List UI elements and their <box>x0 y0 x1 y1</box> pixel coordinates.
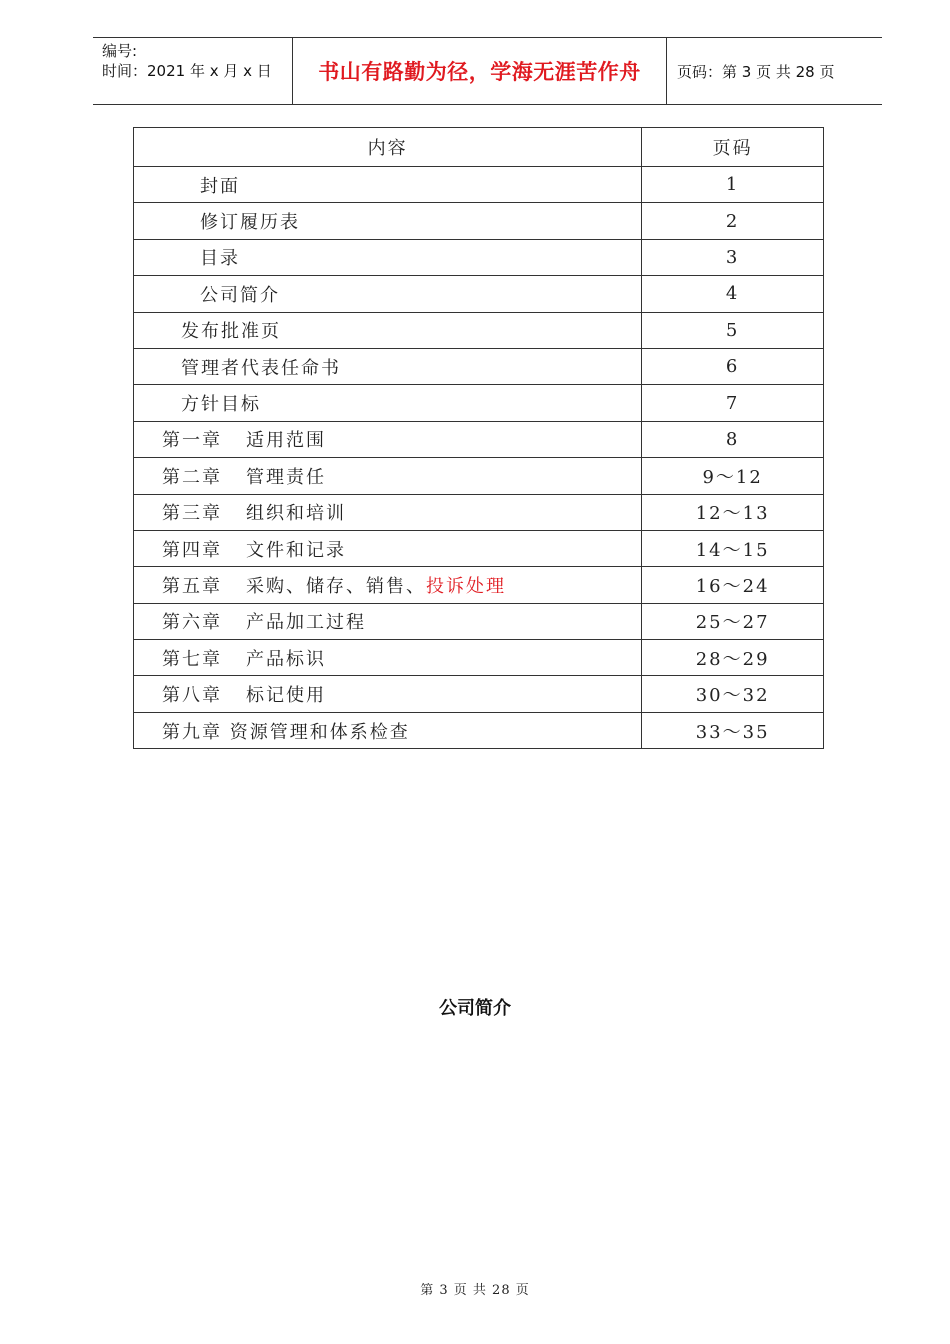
toc-header-page: 页码 <box>642 128 824 167</box>
toc-row-page: 2 <box>642 203 824 239</box>
toc-row-page: 5 <box>642 312 824 348</box>
toc-row-content <box>134 567 642 603</box>
toc-row-content <box>134 640 642 676</box>
toc-row <box>134 567 824 603</box>
chapter-title: 组织和培训 <box>246 503 346 525</box>
toc-row-page: 30～32 <box>642 676 824 712</box>
toc-row-page: 9～12 <box>642 458 824 494</box>
chapter-label: 第五章 <box>162 575 222 597</box>
toc-row-content <box>134 458 642 494</box>
chapter-title: 产品标识 <box>246 648 326 670</box>
chapter-label: 第七章 <box>162 648 222 670</box>
toc-row <box>134 530 824 566</box>
chapter-title: 适用范围 <box>246 430 326 452</box>
toc-row-content: 方针目标 <box>134 385 642 421</box>
chapter-title: 资源管理和体系检查 <box>229 721 410 743</box>
chapter-title: 文件和记录 <box>246 539 346 561</box>
chapter-label: 第三章 <box>162 503 222 525</box>
toc-row <box>134 239 824 275</box>
toc-row-content: 目录 <box>134 239 642 275</box>
toc-row-page: 16～24 <box>642 567 824 603</box>
chapter-label: 第九章 <box>162 721 222 743</box>
toc-row-content <box>134 603 642 639</box>
chapter-title-highlight: 投诉处理 <box>426 575 506 597</box>
toc-row-page: 6 <box>642 348 824 384</box>
toc-row <box>134 494 824 530</box>
toc-row-page: 1 <box>642 167 824 203</box>
toc-table <box>133 127 824 749</box>
toc-row <box>134 276 824 312</box>
toc-row <box>134 712 824 748</box>
chapter-title: 产品加工过程 <box>246 612 366 634</box>
toc-row-page: 14～15 <box>642 530 824 566</box>
toc-row-content <box>134 712 642 748</box>
toc-row <box>134 640 824 676</box>
chapter-label: 第八章 <box>162 685 222 707</box>
toc-row-content: 公司简介 <box>134 276 642 312</box>
section-title: 公司简介 <box>439 998 511 1019</box>
toc-row-content <box>134 494 642 530</box>
toc-row-content: 管理者代表任命书 <box>134 348 642 384</box>
toc-row-content: 发布批准页 <box>134 312 642 348</box>
toc-row <box>134 348 824 384</box>
toc-row-page: 3 <box>642 239 824 275</box>
chapter-label: 第一章 <box>162 430 222 452</box>
toc-row-page: 33～35 <box>642 712 824 748</box>
toc-row-page: 4 <box>642 276 824 312</box>
toc-row <box>134 385 824 421</box>
toc-row-content: 封面 <box>134 167 642 203</box>
chapter-title: 标记使用 <box>246 685 326 707</box>
toc-row <box>134 312 824 348</box>
document-number-label: 编号: <box>102 42 138 60</box>
chapter-label: 第四章 <box>162 539 222 561</box>
toc-row-content <box>134 421 642 457</box>
header-page-info: 页码：第 3 页 共 28 页 <box>677 62 835 81</box>
toc-row <box>134 458 824 494</box>
toc-row-content <box>134 530 642 566</box>
toc-row <box>134 676 824 712</box>
chapter-label: 第二章 <box>162 466 222 488</box>
page-footer: 第 3 页 共 28 页 <box>420 1283 530 1298</box>
chapter-title: 采购、储存、销售、 <box>246 575 426 597</box>
header-motto: 书山有路勤为径，学海无涯苦作舟 <box>293 38 667 104</box>
chapter-label: 第六章 <box>162 612 222 634</box>
toc-header-content: 内容 <box>134 128 642 167</box>
toc-row-page: 28～29 <box>642 640 824 676</box>
toc-row-content: 修订履历表 <box>134 203 642 239</box>
toc-row <box>134 167 824 203</box>
toc-row-page: 7 <box>642 385 824 421</box>
toc-row <box>134 421 824 457</box>
toc-row <box>134 203 824 239</box>
page-header <box>93 37 882 105</box>
chapter-title: 管理责任 <box>246 466 326 488</box>
toc-row-content <box>134 676 642 712</box>
toc-row <box>134 603 824 639</box>
document-time: 时间：2021 年 x 月 x 日 <box>102 62 272 80</box>
toc-row-page: 12～13 <box>642 494 824 530</box>
toc-header-row <box>134 128 824 167</box>
toc-row-page: 8 <box>642 421 824 457</box>
toc-row-page: 25～27 <box>642 603 824 639</box>
header-meta <box>93 38 293 104</box>
